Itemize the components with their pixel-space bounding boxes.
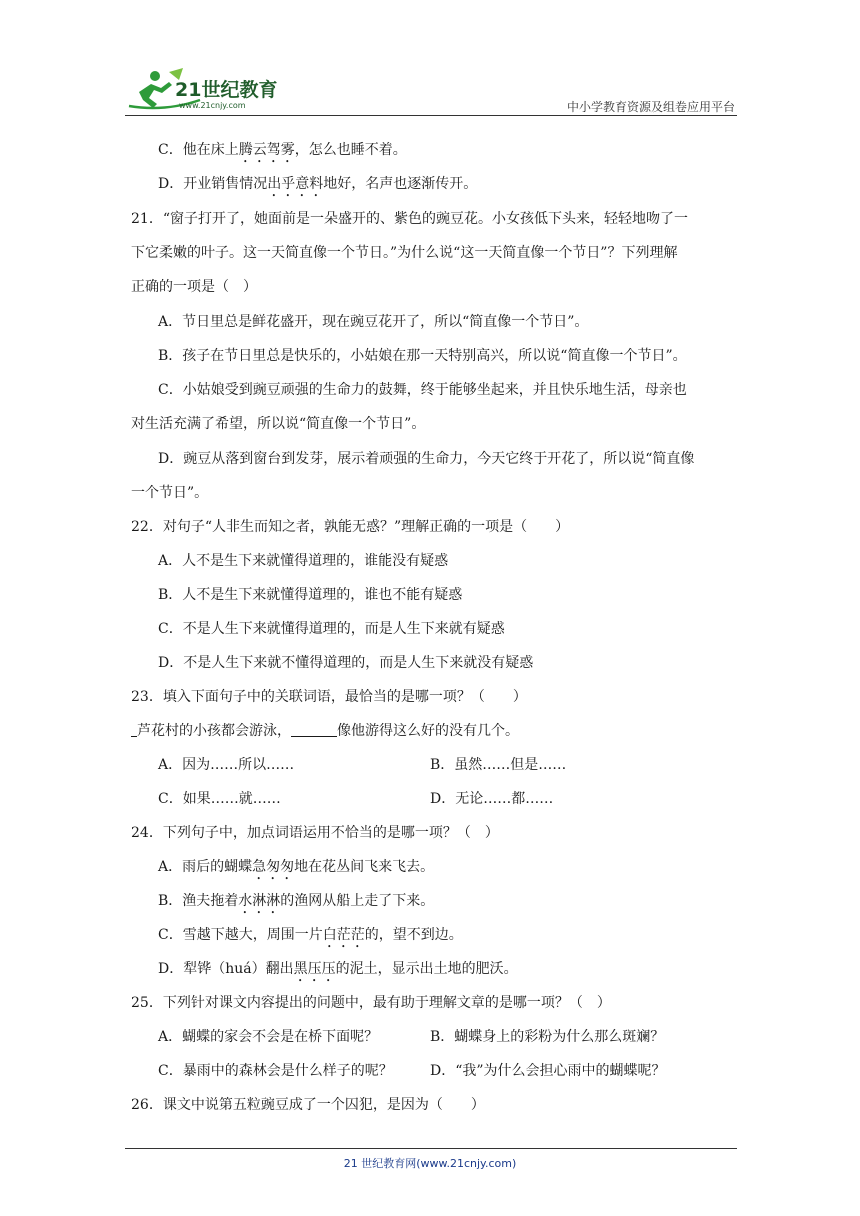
q25-option-b: B．蝴蝶身上的彩粉为什么那么斑斓？ (430, 1029, 665, 1045)
q21-option-d-line1: D．豌豆从落到窗台到发芽，展示着顽强的生命力，今天它终于开花了，所以说“简直像 (158, 451, 695, 467)
q21-option-c-line1: C．小姑娘受到豌豆顽强的生命力的鼓舞，终于能够坐起来，并且快乐地生活，母亲也 (158, 382, 687, 398)
header-divider (125, 115, 737, 116)
q23-option-c: C．如果……就…… (158, 791, 281, 807)
q25-stem: 25．下列针对课文内容提出的问题中，最有助于理解文章的是哪一项？（ ） (131, 995, 611, 1011)
q23-option-d: D．无论……都…… (430, 791, 554, 807)
runner-logo-icon (125, 62, 295, 120)
q22-option-b: B．人不是生下来就懂得道理的，谁也不能有疑惑 (158, 587, 463, 603)
site-logo[interactable] (125, 62, 295, 120)
platform-name: 中小学教育资源及组卷应用平台 (566, 100, 735, 114)
q24-option-c: C．雪越下越大，周围一片白茫茫的，望不到边。 (158, 927, 463, 943)
q20-option-c: C．他在床上腾云驾雾，怎么也睡不着。 (158, 142, 407, 158)
q24-option-b: B．渔夫拖着水淋淋的渔网从船上走了下来。 (158, 893, 435, 909)
footer-link[interactable]: 21 世纪教育网(www.21cnjy.com) (343, 1157, 517, 1170)
blank-2[interactable] (291, 722, 337, 737)
q21-stem-line1: 21．“窗子打开了，她面前是一朵盛开的、紫色的豌豆花。小女孩低下头来，轻轻地吻了一 (131, 211, 688, 227)
q21-option-d-line2: 一个节日”。 (131, 485, 209, 501)
q21-stem-line3: 正确的一项是（ ） (131, 279, 257, 295)
q21-stem-line2: 下它柔嫩的叶子。这一天简直像一个节日。”为什么说“这一天简直像一个节日”？下列理解 (131, 245, 678, 261)
q25-option-c: C．暴雨中的森林会是什么样子的呢？ (158, 1063, 393, 1079)
svg-text:21世纪教育: 21世纪教育 (175, 79, 278, 101)
footer-divider (125, 1148, 737, 1149)
q25-option-d: D．“我”为什么会担心雨中的蝴蝶呢？ (430, 1063, 666, 1079)
q22-option-d: D．不是人生下来就不懂得道理的，而是人生下来就没有疑惑 (158, 655, 534, 671)
q24-option-a: A．雨后的蝴蝶急匆匆地在花丛间飞来飞去。 (158, 859, 435, 875)
q21-option-b: B．孩子在节日里总是快乐的，小姑娘在那一天特别高兴，所以说“简直像一个节日”。 (158, 348, 687, 364)
q26-stem: 26．课文中说第五粒豌豆成了一个囚犯，是因为（ ） (131, 1097, 485, 1113)
q23-option-a: A．因为……所以…… (158, 757, 295, 773)
q24-option-d: D．犁铧（huá）翻出黑压压的泥土，显示出土地的肥沃。 (158, 961, 518, 977)
q24-stem: 24．下列句子中，加点词语运用不恰当的是哪一项？（ ） (131, 825, 499, 841)
q25-option-a: A．蝴蝶的家会不会是在桥下面呢？ (158, 1029, 379, 1045)
q21-option-a: A．节日里总是鲜花盛开，现在豌豆花开了，所以“简直像一个节日”。 (158, 314, 589, 330)
q23-option-b: B．虽然……但是…… (430, 757, 567, 773)
page-header (125, 62, 735, 122)
q22-option-c: C．不是人生下来就懂得道理的，而是人生下来就有疑惑 (158, 621, 505, 637)
q23-sentence: 芦花村的小孩都会游泳， 像他游得这么好的没有几个。 (131, 721, 519, 741)
q23-stem: 23．填入下面句子中的关联词语，最恰当的是哪一项？（ ） (131, 689, 527, 705)
q22-stem: 22．对句子“人非生而知之者，孰能无惑？”理解正确的一项是（ ） (131, 519, 570, 535)
q22-option-a: A．人不是生下来就懂得道理的，谁能没有疑惑 (158, 553, 449, 569)
q21-option-c-line2: 对生活充满了希望，所以说“简直像一个节日”。 (131, 416, 426, 432)
svg-text:www.21cnjy.com: www.21cnjy.com (179, 101, 246, 110)
q20-option-d: D．开业销售情况出乎意料地好，名声也逐渐传开。 (158, 176, 478, 192)
